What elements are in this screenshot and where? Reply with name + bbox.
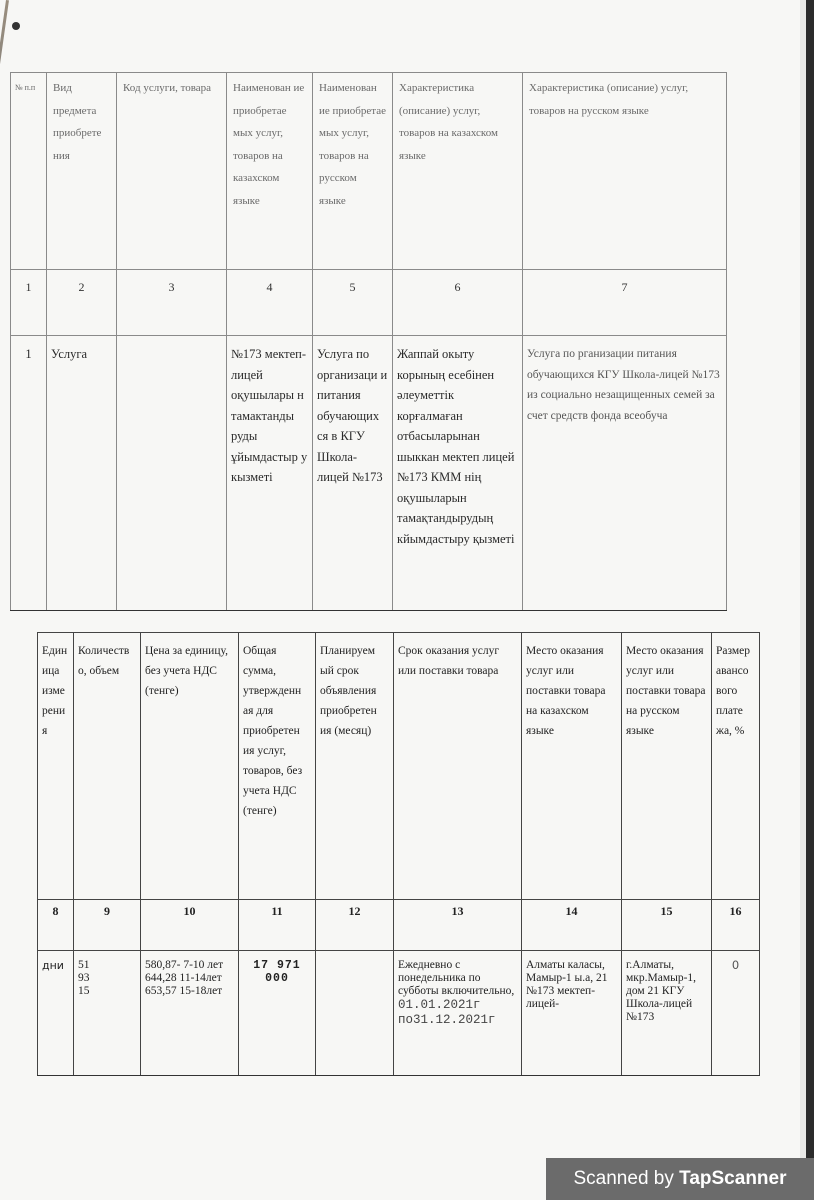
column-number: 13 (394, 900, 522, 951)
header-cell: Общая сумма, утвержденн ая для приобретен ия услуг, товаров, без учета НДС (тенге) (239, 633, 316, 900)
total-line: 000 (265, 972, 289, 985)
unit: дни (38, 951, 74, 1076)
place-ru: г.Алматы, мкр.Мамыр-1, дом 21 КГУ Школа-лицей №173 (622, 951, 712, 1076)
column-number: 2 (47, 270, 117, 336)
header-cell: Наименован ие приобретае мых услуг, товаров на русском языке (313, 73, 393, 270)
watermark-prefix: Scanned by (573, 1168, 680, 1189)
delivery-term (394, 951, 522, 1076)
header-cell: Характеристика (описание) услуг, товаров на казахском языке (393, 73, 523, 270)
header-cell: Цена за единицу, без учета НДС (тенге) (141, 633, 239, 900)
table-row (11, 336, 727, 611)
price-line: 653,57 15-18лет (145, 985, 223, 997)
table-row (38, 951, 760, 1076)
unit-price (141, 951, 239, 1076)
column-number: 16 (712, 900, 760, 951)
column-number-row (11, 270, 727, 336)
header-cell: Количеств о, объем (74, 633, 141, 900)
place-kz: Алматы каласы, Мамыр-1 ы.а, 21 №173 мектеп- лицей- (522, 951, 622, 1076)
planned-month (316, 951, 394, 1076)
column-number: 3 (117, 270, 227, 336)
header-cell: № п.п (11, 73, 47, 270)
header-cell: Размер авансо вого плате жа, % (712, 633, 760, 900)
item-description-kz: Жаппай окыту корының есебінен әлеуметтік корғалмаған отбасыларынан шыккан мектеп лицей №173 КММ нің оқушыларын тамақтандырудың кйымдастыру қызметі (393, 336, 523, 611)
quantity-value: 15 (78, 985, 90, 997)
header-cell: Вид предмета приобрете ния (47, 73, 117, 270)
column-number-row (38, 900, 760, 951)
price-line: 644,28 11-14лет (145, 972, 222, 984)
item-name-kz: №173 мектеп-лицей оқушылары н тамактанды руды ұйымдастыр у кызметі (227, 336, 313, 611)
item-type: Услуга (47, 336, 117, 611)
scanner-watermark (546, 1158, 814, 1200)
header-row (38, 633, 760, 900)
advance-payment: 0 (712, 951, 760, 1076)
header-cell: Наименован ие приобретае мых услуг, товаров на казахском языке (227, 73, 313, 270)
item-code (117, 336, 227, 611)
column-number: 15 (622, 900, 712, 951)
column-number: 8 (38, 900, 74, 951)
header-cell: Характеристика (описание) услуг, товаров на русском языке (523, 73, 727, 270)
header-cell: Срок оказания услуг или поставки товара (394, 633, 522, 900)
column-number: 10 (141, 900, 239, 951)
delivery-term-end: по31.12.2021г (398, 1013, 496, 1027)
column-number: 4 (227, 270, 313, 336)
delivery-term-text: Ежедневно с понедельника по субботы включительно, (398, 959, 515, 997)
quantity-value: 51 (78, 959, 90, 971)
column-number: 1 (11, 270, 47, 336)
header-cell: Един ица изме рени я (38, 633, 74, 900)
row-number: 1 (11, 336, 47, 611)
item-name-ru: Услуга по организаци и питания обучающих ся в КГУ Школа-лицей №173 (313, 336, 393, 611)
column-number: 7 (523, 270, 727, 336)
pen-line (0, 0, 9, 159)
header-cell: Код услуги, товара (117, 73, 227, 270)
price-line: 580,87- 7-10 лет (145, 959, 224, 971)
page-edge (806, 0, 814, 1160)
item-description-ru: Услуга по рганизации питания обучающихся КГУ Школа-лицей №173 из социально незащищенных семей за счет средств фонда всеобуча (523, 336, 727, 611)
total-amount (239, 951, 316, 1076)
total-line: 17 971 (253, 959, 301, 972)
procurement-table-part2 (37, 632, 760, 1076)
header-cell: Место оказания услуг или поставки товара на казахском языке (522, 633, 622, 900)
header-cell: Планируем ый срок объявления приобретен ия (месяц) (316, 633, 394, 900)
column-number: 11 (239, 900, 316, 951)
column-number: 14 (522, 900, 622, 951)
procurement-table-part1 (10, 72, 727, 611)
quantity-value: 93 (78, 972, 90, 984)
column-number: 6 (393, 270, 523, 336)
column-number: 9 (74, 900, 141, 951)
quantity (74, 951, 141, 1076)
column-number: 5 (313, 270, 393, 336)
header-row (11, 73, 727, 270)
column-number: 12 (316, 900, 394, 951)
header-cell: Место оказания услуг или поставки товара на русском языке (622, 633, 712, 900)
watermark-brand: TapScanner (679, 1168, 787, 1189)
pen-tip (12, 22, 20, 30)
delivery-term-start: 01.01.2021г (398, 998, 481, 1012)
